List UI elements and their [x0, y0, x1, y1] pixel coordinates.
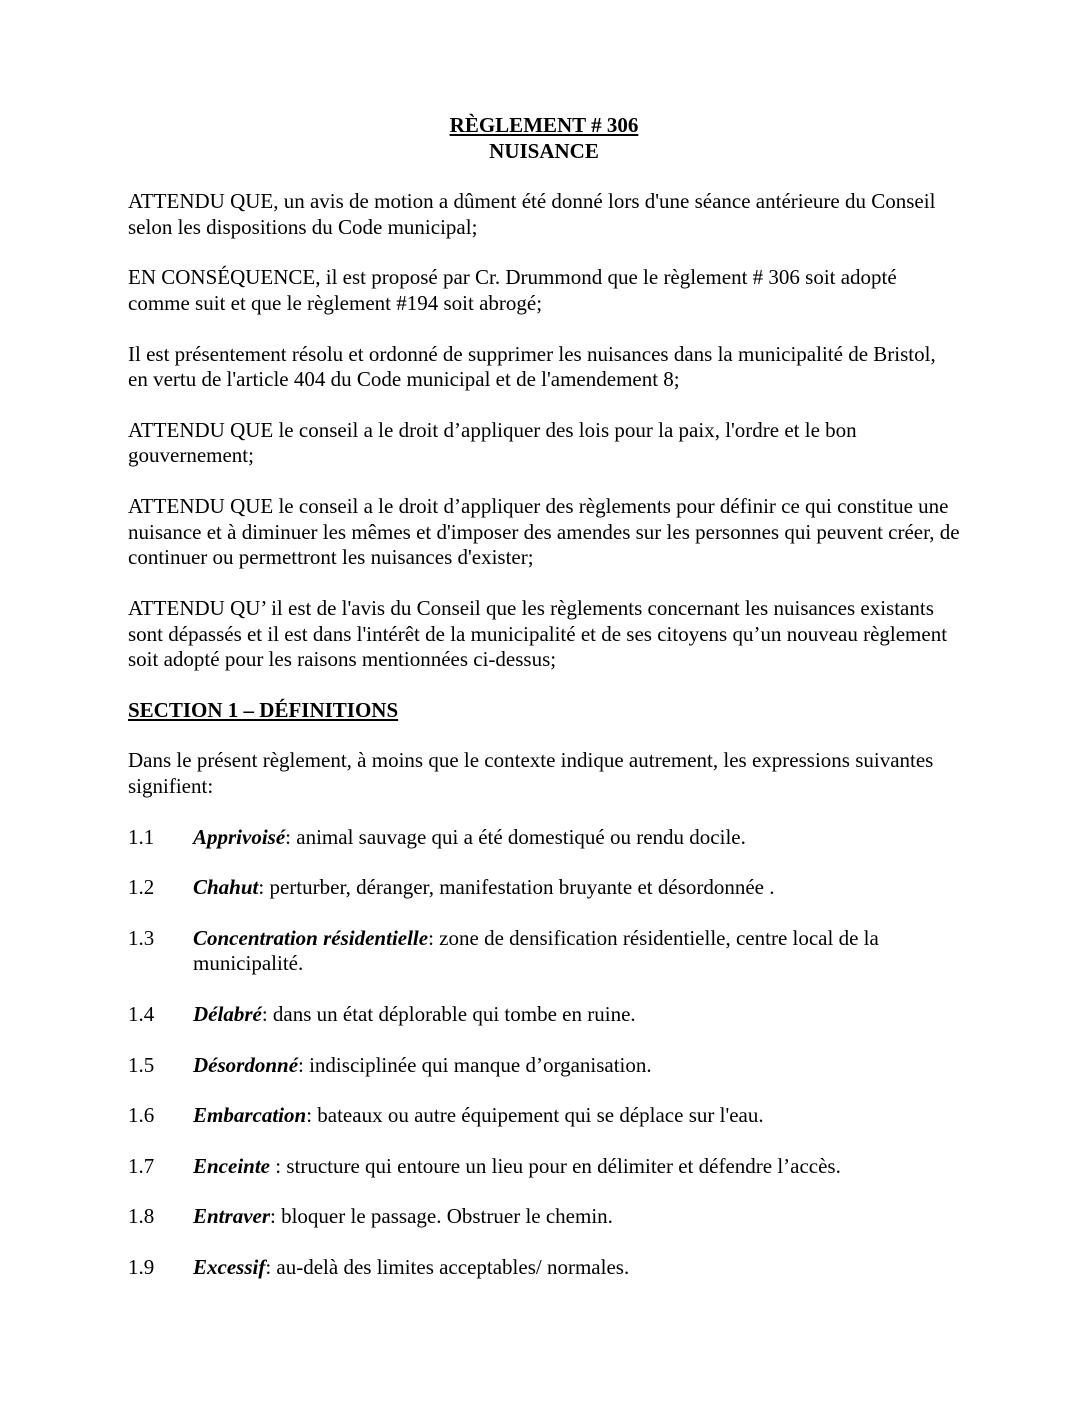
- definition-body: [193, 1204, 960, 1230]
- paragraph-attendu-1: ATTENDU QUE, un avis de motion a dûment été donné lors d'une séance antérieure du Conseil selon les dispositions du Code municipal;: [128, 189, 936, 239]
- definition-term: Désordonné: [193, 1052, 299, 1077]
- definition-item-1-3: [128, 926, 960, 977]
- definition-number: 1.4: [128, 1002, 155, 1027]
- definition-number: 1.5: [128, 1052, 155, 1077]
- definition-number: 1.1: [128, 824, 155, 849]
- definition-text: : perturber, déranger, manifestation bruyante et désordonnée .: [258, 875, 775, 900]
- definition-term: Concentration résidentielle: [193, 925, 429, 950]
- definition-body: [193, 1255, 960, 1281]
- definition-body: [193, 1154, 960, 1180]
- document-title: [128, 113, 960, 164]
- definition-number: 1.6: [128, 1103, 155, 1128]
- definition-item-1-8: [128, 1204, 960, 1230]
- definition-number: 1.9: [128, 1255, 155, 1280]
- definition-item-1-7: [128, 1154, 960, 1180]
- definition-text: : au-delà des limites acceptables/ normales.: [265, 1255, 630, 1280]
- definition-term: Excessif: [193, 1255, 266, 1280]
- definition-text: : animal sauvage qui a été domestiqué ou rendu docile.: [285, 824, 746, 849]
- title-regulation-number: RÈGLEMENT # 306: [449, 113, 639, 137]
- definition-text: : zone de densification résidentielle, centre local de la municipalité.: [193, 925, 879, 976]
- definition-term: Entraver: [193, 1204, 271, 1229]
- definition-term: Chahut: [193, 875, 259, 900]
- definition-term: Apprivoisé: [193, 824, 286, 849]
- definition-item-1-4: [128, 1002, 960, 1028]
- definition-item-1-2: [128, 875, 960, 901]
- paragraph-attendu-4: ATTENDU QU’ il est de l'avis du Conseil que les règlements concernant les nuisances existants sont dépassés et il est dans l'intérêt de la municipalité et de ses citoyens qu’un nouveau règlement soit adopté pour les raisons mentionnées ci-dessus;: [128, 595, 948, 672]
- definition-number: 1.8: [128, 1204, 155, 1229]
- definition-item-1-5: [128, 1053, 960, 1079]
- definition-body: [193, 1053, 960, 1079]
- definition-body: [193, 926, 960, 977]
- definition-body: [193, 1103, 960, 1129]
- definition-term: Enceinte: [193, 1153, 270, 1178]
- section-1-heading: [128, 698, 960, 724]
- paragraph-attendu-2: ATTENDU QUE le conseil a le droit d’appliquer des lois pour la paix, l'ordre et le bon gouvernement;: [128, 417, 857, 468]
- definition-text: : bateaux ou autre équipement qui se déplace sur l'eau.: [306, 1103, 764, 1128]
- title-subject: NUISANCE: [489, 138, 599, 163]
- definition-number: 1.2: [128, 875, 155, 900]
- definition-item-1-1: [128, 825, 960, 851]
- paragraph-resolution: Il est présentement résolu et ordonné de supprimer les nuisances dans la municipalité de Bristol, en vertu de l'article 404 du Code municipal et de l'amendement 8;: [128, 341, 936, 392]
- definition-text: : dans un état déplorable qui tombe en ruine.: [261, 1002, 636, 1027]
- definition-number: 1.7: [128, 1153, 155, 1178]
- definition-item-1-6: [128, 1103, 960, 1129]
- definition-term: Embarcation: [193, 1103, 307, 1128]
- definition-number: 1.3: [128, 925, 155, 950]
- definition-body: [193, 875, 960, 901]
- definition-text: : structure qui entoure un lieu pour en délimiter et défendre l’accès.: [270, 1153, 841, 1178]
- section-1-heading-text: SECTION 1 – DÉFINITIONS: [128, 697, 399, 722]
- definition-body: [193, 825, 960, 851]
- paragraph-consequence: EN CONSÉQUENCE, il est proposé par Cr. Drummond que le règlement # 306 soit adopté comme suit et que le règlement #194 soit abrogé;: [128, 265, 897, 316]
- definition-text: : bloquer le passage. Obstruer le chemin.: [270, 1204, 613, 1229]
- definitions-intro: Dans le présent règlement, à moins que le contexte indique autrement, les expressions suivantes signifient:: [128, 748, 934, 798]
- paragraph-attendu-3: ATTENDU QUE le conseil a le droit d’appliquer des règlements pour définir ce qui constitue une nuisance et à diminuer les mêmes et d'imposer des amendes sur les personnes qui peuvent créer, de continuer ou permettront les nuisances d'exister;: [128, 494, 960, 570]
- definition-item-1-9: [128, 1255, 960, 1281]
- definition-term: Délabré: [193, 1002, 262, 1027]
- definition-text: : indisciplinée qui manque d’organisation.: [298, 1052, 652, 1077]
- definition-body: [193, 1002, 960, 1028]
